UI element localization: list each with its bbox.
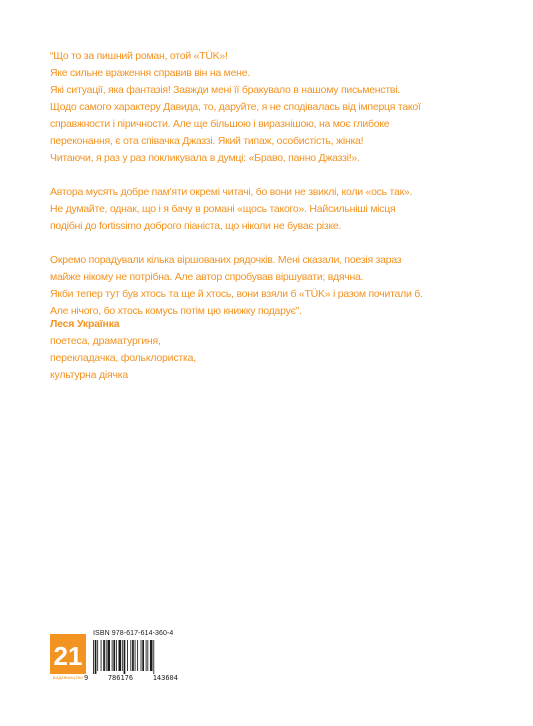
barcode-digit-group: 143604 (152, 674, 178, 682)
barcode-bar (107, 640, 110, 671)
barcode-bar (130, 640, 131, 671)
publisher-logo-number: 21 (53, 641, 83, 671)
author-role: культурна діячка (50, 369, 129, 381)
quote-paragraph-3 (50, 252, 490, 320)
barcode-bar (97, 640, 98, 671)
author-role: перекладачка, фольклористка, (50, 352, 196, 364)
barcode-bar (103, 640, 105, 671)
quote-line: Не думайте, однак, що і я бачу в романі «щось такого». Найсильніші місця (50, 203, 396, 215)
quote-paragraph-2 (50, 184, 490, 235)
quote-line: переконання, є ота співачка Джаззі. Який типаж, особистість, жінка! (50, 135, 364, 147)
barcode-bar (127, 640, 128, 671)
barcode-bar (95, 640, 97, 674)
author-signature (50, 316, 196, 384)
barcode-bar (113, 640, 115, 671)
quote-line: Якби тепер тут був хтось та ще й хтось, вони взяли б «TÜK» і разом почитали б. (50, 288, 423, 300)
barcode-bar (137, 640, 138, 671)
quote-line: Яке сильне враження справив він на мене. (50, 67, 250, 79)
isbn-label: ISBN 978-617-614-360-4 (93, 630, 174, 637)
publisher-logo (50, 634, 89, 682)
barcode-bar (146, 640, 147, 671)
barcode-bar (141, 640, 142, 671)
barcode-bar (142, 640, 144, 671)
quote-paragraph-1 (50, 48, 490, 167)
quote-line: Які ситуації, яка фантазія! Завжди мені її бракувало в нашому письменстві. (50, 84, 400, 96)
review-quote (50, 48, 490, 337)
barcode-bar (150, 640, 153, 671)
barcode-bar (124, 640, 126, 674)
barcode-bar (147, 640, 148, 671)
quote-line: майже нікому не потрібна. Але автор спробував віршувати; вдячна. (50, 271, 364, 283)
author-name: Леся Українка (50, 318, 120, 330)
quote-line: подібні до fortissimo доброго піаніста, що ніколи не буває різке. (50, 220, 342, 232)
quote-line: справжности і піричности. Але ще більшою і виразнішою, на моє глибоке (50, 118, 390, 130)
barcode-icon (93, 640, 173, 674)
quote-line: Читаючи, я раз у раз покликувала в думці: «Браво, панно Джаззі!». (50, 152, 360, 164)
barcode-bar (116, 640, 117, 671)
author-role: поетеса, драматургиня, (50, 335, 161, 347)
quote-line: Але нічого, бо хтось комусь потім цю книжку подарує”. (50, 305, 302, 317)
barcode-bar (119, 640, 122, 671)
barcode-bar (132, 640, 134, 671)
barcode-bar (106, 640, 107, 671)
quote-line: “Що то за пишний роман, отой «TÜK»! (50, 50, 228, 62)
barcode-digit-group: 9 (84, 674, 89, 682)
barcode-bar (135, 640, 136, 671)
quote-line: Окремо порадували кілька віршованих рядочків. Мені сказали, поезія зараз (50, 254, 402, 266)
barcode-bar (153, 640, 154, 674)
barcode-digits (84, 674, 178, 682)
quote-line: Щодо самого характеру Давида, то, даруйте, я не сподівалась від імперця такої (50, 101, 421, 113)
quote-line: Автора мусять добре пам'яти окремі читачі, бо вони не звиклі, коли «ось так». (50, 186, 413, 198)
barcode-bar (93, 640, 94, 674)
publisher-logo-subtext: ВИДАВНИЦТВО (52, 675, 84, 680)
barcode-bar (112, 640, 113, 671)
barcode-digit-group: 786176 (107, 674, 134, 682)
barcode-bar (101, 640, 102, 671)
barcode-bar (122, 640, 123, 671)
